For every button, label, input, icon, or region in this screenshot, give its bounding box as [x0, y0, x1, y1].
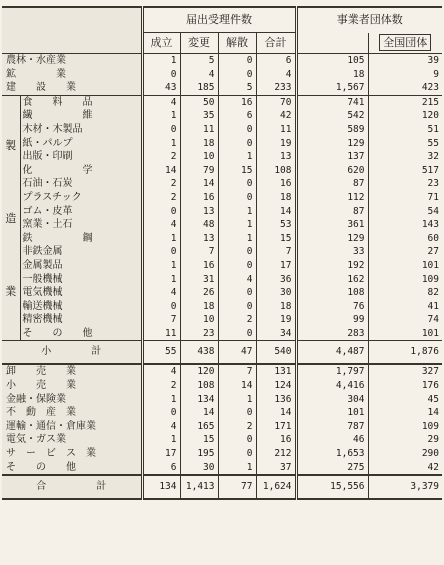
cell-value-2: 0	[218, 177, 256, 191]
header-row-2	[2, 33, 442, 54]
cell-value-1: 11	[180, 123, 218, 137]
cell-value-3: 540	[256, 341, 296, 365]
cell-value-4: 4,416	[296, 379, 368, 393]
cell-value-2: 0	[218, 191, 256, 205]
table-row	[2, 123, 442, 137]
cell-value-5: 215	[368, 95, 442, 109]
cell-value-4: 542	[296, 109, 368, 123]
header-group-filings: 届出受理件数	[142, 7, 296, 33]
cell-value-5: 109	[368, 420, 442, 434]
cell-value-5: 32	[368, 150, 442, 164]
table-row	[2, 54, 442, 68]
cell-value-0: 0	[142, 406, 180, 420]
col-header-associations-count	[296, 33, 368, 54]
cell-value-1: 108	[180, 379, 218, 393]
cell-value-3: 4	[256, 68, 296, 82]
cell-value-4: 108	[296, 286, 368, 300]
cell-value-4: 4,487	[296, 341, 368, 365]
cell-value-0: 0	[142, 205, 180, 219]
cell-value-0: 1	[142, 232, 180, 246]
cell-value-1: 79	[180, 164, 218, 178]
cell-value-2: 0	[218, 406, 256, 420]
row-label: 運輸・通信・倉庫業	[2, 420, 142, 434]
cell-value-0: 0	[142, 68, 180, 82]
group-label-char: 造	[5, 211, 17, 225]
cell-value-2: 0	[218, 54, 256, 68]
cell-value-3: 136	[256, 393, 296, 407]
cell-value-0: 1	[142, 273, 180, 287]
manufacturing-group-label	[2, 95, 20, 341]
table-row	[2, 286, 442, 300]
cell-value-4: 33	[296, 245, 368, 259]
cell-value-4: 1,797	[296, 364, 368, 379]
cell-value-4: 1,567	[296, 81, 368, 95]
cell-value-1: 16	[180, 191, 218, 205]
cell-value-4: 1,653	[296, 447, 368, 461]
table-row	[2, 177, 442, 191]
row-label: 不 動 産 業	[2, 406, 142, 420]
cell-value-5: 55	[368, 137, 442, 151]
header-group-associations: 事業者団体数	[296, 7, 442, 33]
table-row	[2, 191, 442, 205]
cell-value-1: 18	[180, 137, 218, 151]
cell-value-5: 120	[368, 109, 442, 123]
cell-value-4: 87	[296, 177, 368, 191]
cell-value-4: 18	[296, 68, 368, 82]
cell-value-4: 101	[296, 406, 368, 420]
cell-value-0: 17	[142, 447, 180, 461]
table-row	[2, 205, 442, 219]
cell-value-0: 11	[142, 327, 180, 341]
cell-value-3: 11	[256, 123, 296, 137]
cell-value-4: 76	[296, 300, 368, 314]
cell-value-2: 0	[218, 447, 256, 461]
cell-value-2: 1	[218, 232, 256, 246]
cell-value-4: 87	[296, 205, 368, 219]
row-label: 出版・印刷	[20, 150, 142, 164]
cell-value-3: 30	[256, 286, 296, 300]
cell-value-5: 54	[368, 205, 442, 219]
cell-value-5: 176	[368, 379, 442, 393]
cell-value-4: 620	[296, 164, 368, 178]
row-label: 電気機械	[20, 286, 142, 300]
table-row	[2, 164, 442, 178]
table-row	[2, 259, 442, 273]
cell-value-2: 77	[218, 475, 256, 499]
table-row	[2, 300, 442, 314]
cell-value-2: 16	[218, 95, 256, 109]
cell-value-2: 0	[218, 286, 256, 300]
cell-value-3: 16	[256, 177, 296, 191]
cell-value-4: 361	[296, 218, 368, 232]
cell-value-1: 5	[180, 54, 218, 68]
cell-value-4: 112	[296, 191, 368, 205]
table-row	[2, 109, 442, 123]
table-row	[2, 364, 442, 379]
cell-value-4: 275	[296, 461, 368, 476]
cell-value-3: 7	[256, 245, 296, 259]
cell-value-0: 14	[142, 164, 180, 178]
cell-value-3: 14	[256, 205, 296, 219]
cell-value-2: 0	[218, 245, 256, 259]
cell-value-0: 4	[142, 286, 180, 300]
cell-value-1: 14	[180, 177, 218, 191]
row-label: 農林・水産業	[2, 54, 142, 68]
row-label: そ の 他	[2, 461, 142, 476]
cell-value-0: 1	[142, 393, 180, 407]
manufacturing-section	[2, 95, 442, 364]
row-label: 電気・ガス業	[2, 433, 142, 447]
cell-value-5: 143	[368, 218, 442, 232]
subtotal-row	[2, 341, 442, 365]
cell-value-1: 185	[180, 81, 218, 95]
cell-value-1: 15	[180, 433, 218, 447]
header-row-1	[2, 7, 442, 33]
table-row	[2, 68, 442, 82]
row-label: 石油・石炭	[20, 177, 142, 191]
cell-value-1: 13	[180, 205, 218, 219]
cell-value-4: 46	[296, 433, 368, 447]
cell-value-4: 283	[296, 327, 368, 341]
statistics-table	[2, 6, 442, 500]
cell-value-0: 55	[142, 341, 180, 365]
cell-value-1: 35	[180, 109, 218, 123]
col-header-national	[368, 33, 442, 54]
cell-value-0: 7	[142, 313, 180, 327]
cell-value-5: 29	[368, 433, 442, 447]
cell-value-1: 48	[180, 218, 218, 232]
row-label: 建 設 業	[2, 81, 142, 95]
cell-value-0: 4	[142, 420, 180, 434]
cell-value-2: 1	[218, 218, 256, 232]
row-label: 化 学	[20, 164, 142, 178]
cell-value-1: 31	[180, 273, 218, 287]
cell-value-3: 19	[256, 313, 296, 327]
cell-value-3: 171	[256, 420, 296, 434]
cell-value-2: 2	[218, 420, 256, 434]
cell-value-1: 10	[180, 150, 218, 164]
table-row	[2, 393, 442, 407]
cell-value-3: 131	[256, 364, 296, 379]
cell-value-2: 2	[218, 313, 256, 327]
cell-value-1: 438	[180, 341, 218, 365]
table-row	[2, 218, 442, 232]
col-header-changed: 変更	[180, 33, 218, 54]
cell-value-5: 109	[368, 273, 442, 287]
cell-value-2: 1	[218, 150, 256, 164]
table-row	[2, 137, 442, 151]
cell-value-2: 15	[218, 164, 256, 178]
cell-value-2: 0	[218, 433, 256, 447]
row-label: 紙・パルプ	[20, 137, 142, 151]
col-header-total: 合計	[256, 33, 296, 54]
cell-value-4: 137	[296, 150, 368, 164]
table-row	[2, 313, 442, 327]
cell-value-2: 0	[218, 259, 256, 273]
row-label: 金属製品	[20, 259, 142, 273]
cell-value-5: 71	[368, 191, 442, 205]
cell-value-2: 7	[218, 364, 256, 379]
cell-value-4: 741	[296, 95, 368, 109]
cell-value-2: 1	[218, 461, 256, 476]
cell-value-5: 27	[368, 245, 442, 259]
cell-value-5: 60	[368, 232, 442, 246]
cell-value-1: 16	[180, 259, 218, 273]
cell-value-1: 30	[180, 461, 218, 476]
cell-value-1: 4	[180, 68, 218, 82]
cell-value-1: 26	[180, 286, 218, 300]
table-row	[2, 447, 442, 461]
cell-value-3: 18	[256, 300, 296, 314]
cell-value-2: 47	[218, 341, 256, 365]
cell-value-3: 6	[256, 54, 296, 68]
group-label-char: 製	[5, 138, 17, 152]
national-label-box: 全国団体	[379, 34, 431, 51]
cell-value-5: 290	[368, 447, 442, 461]
cell-value-3: 42	[256, 109, 296, 123]
cell-value-3: 53	[256, 218, 296, 232]
total-section	[2, 475, 442, 499]
cell-value-0: 2	[142, 177, 180, 191]
table-row	[2, 406, 442, 420]
cell-value-5: 101	[368, 327, 442, 341]
row-label: 食 料 品	[20, 95, 142, 109]
cell-value-2: 4	[218, 273, 256, 287]
cell-value-5: 9	[368, 68, 442, 82]
cell-value-0: 4	[142, 364, 180, 379]
cell-value-0: 0	[142, 123, 180, 137]
cell-value-1: 18	[180, 300, 218, 314]
cell-value-2: 5	[218, 81, 256, 95]
cell-value-1: 14	[180, 406, 218, 420]
cell-value-0: 2	[142, 150, 180, 164]
cell-value-5: 42	[368, 461, 442, 476]
cell-value-3: 17	[256, 259, 296, 273]
group-label-char: 業	[5, 284, 17, 298]
cell-value-2: 1	[218, 205, 256, 219]
cell-value-2: 6	[218, 109, 256, 123]
cell-value-1: 195	[180, 447, 218, 461]
row-label: 一般機械	[20, 273, 142, 287]
cell-value-5: 1,876	[368, 341, 442, 365]
table-row	[2, 81, 442, 95]
cell-value-4: 99	[296, 313, 368, 327]
cell-value-5: 517	[368, 164, 442, 178]
row-label: サ ー ビ ス 業	[2, 447, 142, 461]
row-label: ゴム・皮革	[20, 205, 142, 219]
row-label: 鉱 業	[2, 68, 142, 82]
cell-value-3: 13	[256, 150, 296, 164]
cell-value-4: 589	[296, 123, 368, 137]
cell-value-5: 45	[368, 393, 442, 407]
cell-value-2: 0	[218, 327, 256, 341]
cell-value-3: 14	[256, 406, 296, 420]
cell-value-4: 304	[296, 393, 368, 407]
cell-value-3: 15	[256, 232, 296, 246]
cell-value-4: 162	[296, 273, 368, 287]
top-section	[2, 54, 442, 96]
grand-total-row	[2, 475, 442, 499]
row-label: プラスチック	[20, 191, 142, 205]
cell-value-1: 50	[180, 95, 218, 109]
cell-value-0: 0	[142, 300, 180, 314]
cell-value-0: 1	[142, 109, 180, 123]
cell-value-2: 0	[218, 68, 256, 82]
cell-value-0: 4	[142, 95, 180, 109]
cell-value-0: 4	[142, 218, 180, 232]
cell-value-4: 192	[296, 259, 368, 273]
cell-value-0: 43	[142, 81, 180, 95]
cell-value-5: 39	[368, 54, 442, 68]
cell-value-5: 327	[368, 364, 442, 379]
cell-value-3: 37	[256, 461, 296, 476]
cell-value-2: 14	[218, 379, 256, 393]
cell-value-1: 23	[180, 327, 218, 341]
cell-value-4: 129	[296, 232, 368, 246]
cell-value-5: 51	[368, 123, 442, 137]
cell-value-0: 0	[142, 245, 180, 259]
cell-value-3: 124	[256, 379, 296, 393]
cell-value-3: 16	[256, 433, 296, 447]
cell-value-5: 101	[368, 259, 442, 273]
cell-value-5: 23	[368, 177, 442, 191]
table-row	[2, 150, 442, 164]
table-row	[2, 273, 442, 287]
cell-value-4: 15,556	[296, 475, 368, 499]
table-row	[2, 379, 442, 393]
cell-value-5: 41	[368, 300, 442, 314]
row-label: 精密機械	[20, 313, 142, 327]
cell-value-3: 18	[256, 191, 296, 205]
row-label: 金融・保険業	[2, 393, 142, 407]
cell-value-3: 233	[256, 81, 296, 95]
table-row	[2, 433, 442, 447]
cell-value-0: 1	[142, 54, 180, 68]
header-corner	[2, 7, 142, 33]
cell-value-0: 2	[142, 191, 180, 205]
cell-value-1: 10	[180, 313, 218, 327]
cell-value-1: 120	[180, 364, 218, 379]
row-label: 輸送機械	[20, 300, 142, 314]
cell-value-5: 74	[368, 313, 442, 327]
table-row	[2, 232, 442, 246]
cell-value-4: 129	[296, 137, 368, 151]
cell-value-1: 134	[180, 393, 218, 407]
cell-value-5: 14	[368, 406, 442, 420]
row-label: 鉄 鋼	[20, 232, 142, 246]
cell-value-2: 0	[218, 123, 256, 137]
row-label: そ の 他	[20, 327, 142, 341]
row-label: 木材・木製品	[20, 123, 142, 137]
cell-value-1: 7	[180, 245, 218, 259]
cell-value-5: 423	[368, 81, 442, 95]
col-header-established: 成立	[142, 33, 180, 54]
row-label: 小 売 業	[2, 379, 142, 393]
table-row	[2, 327, 442, 341]
header-corner-lower	[2, 33, 142, 54]
cell-value-1: 1,413	[180, 475, 218, 499]
cell-value-4: 105	[296, 54, 368, 68]
cell-value-0: 2	[142, 379, 180, 393]
cell-value-3: 108	[256, 164, 296, 178]
cell-value-3: 212	[256, 447, 296, 461]
cell-value-0: 6	[142, 461, 180, 476]
col-header-dissolved: 解散	[218, 33, 256, 54]
cell-value-3: 36	[256, 273, 296, 287]
bottom-section	[2, 364, 442, 475]
cell-value-3: 70	[256, 95, 296, 109]
cell-value-1: 13	[180, 232, 218, 246]
cell-value-3: 1,624	[256, 475, 296, 499]
cell-value-5: 3,379	[368, 475, 442, 499]
cell-value-4: 787	[296, 420, 368, 434]
cell-value-0: 1	[142, 259, 180, 273]
subtotal-label: 小 計	[2, 341, 142, 365]
row-label: 非鉄金属	[20, 245, 142, 259]
cell-value-3: 34	[256, 327, 296, 341]
cell-value-5: 82	[368, 286, 442, 300]
row-label: 卸 売 業	[2, 364, 142, 379]
cell-value-1: 165	[180, 420, 218, 434]
grand-total-label: 合 計	[2, 475, 142, 499]
table-row	[2, 420, 442, 434]
cell-value-2: 1	[218, 393, 256, 407]
row-label: 繊 維	[20, 109, 142, 123]
cell-value-0: 1	[142, 433, 180, 447]
table-row	[2, 245, 442, 259]
cell-value-0: 1	[142, 137, 180, 151]
table-row	[2, 461, 442, 476]
cell-value-2: 0	[218, 137, 256, 151]
table-row	[2, 95, 442, 109]
cell-value-3: 19	[256, 137, 296, 151]
row-label: 窯業・土石	[20, 218, 142, 232]
cell-value-2: 0	[218, 300, 256, 314]
cell-value-0: 134	[142, 475, 180, 499]
